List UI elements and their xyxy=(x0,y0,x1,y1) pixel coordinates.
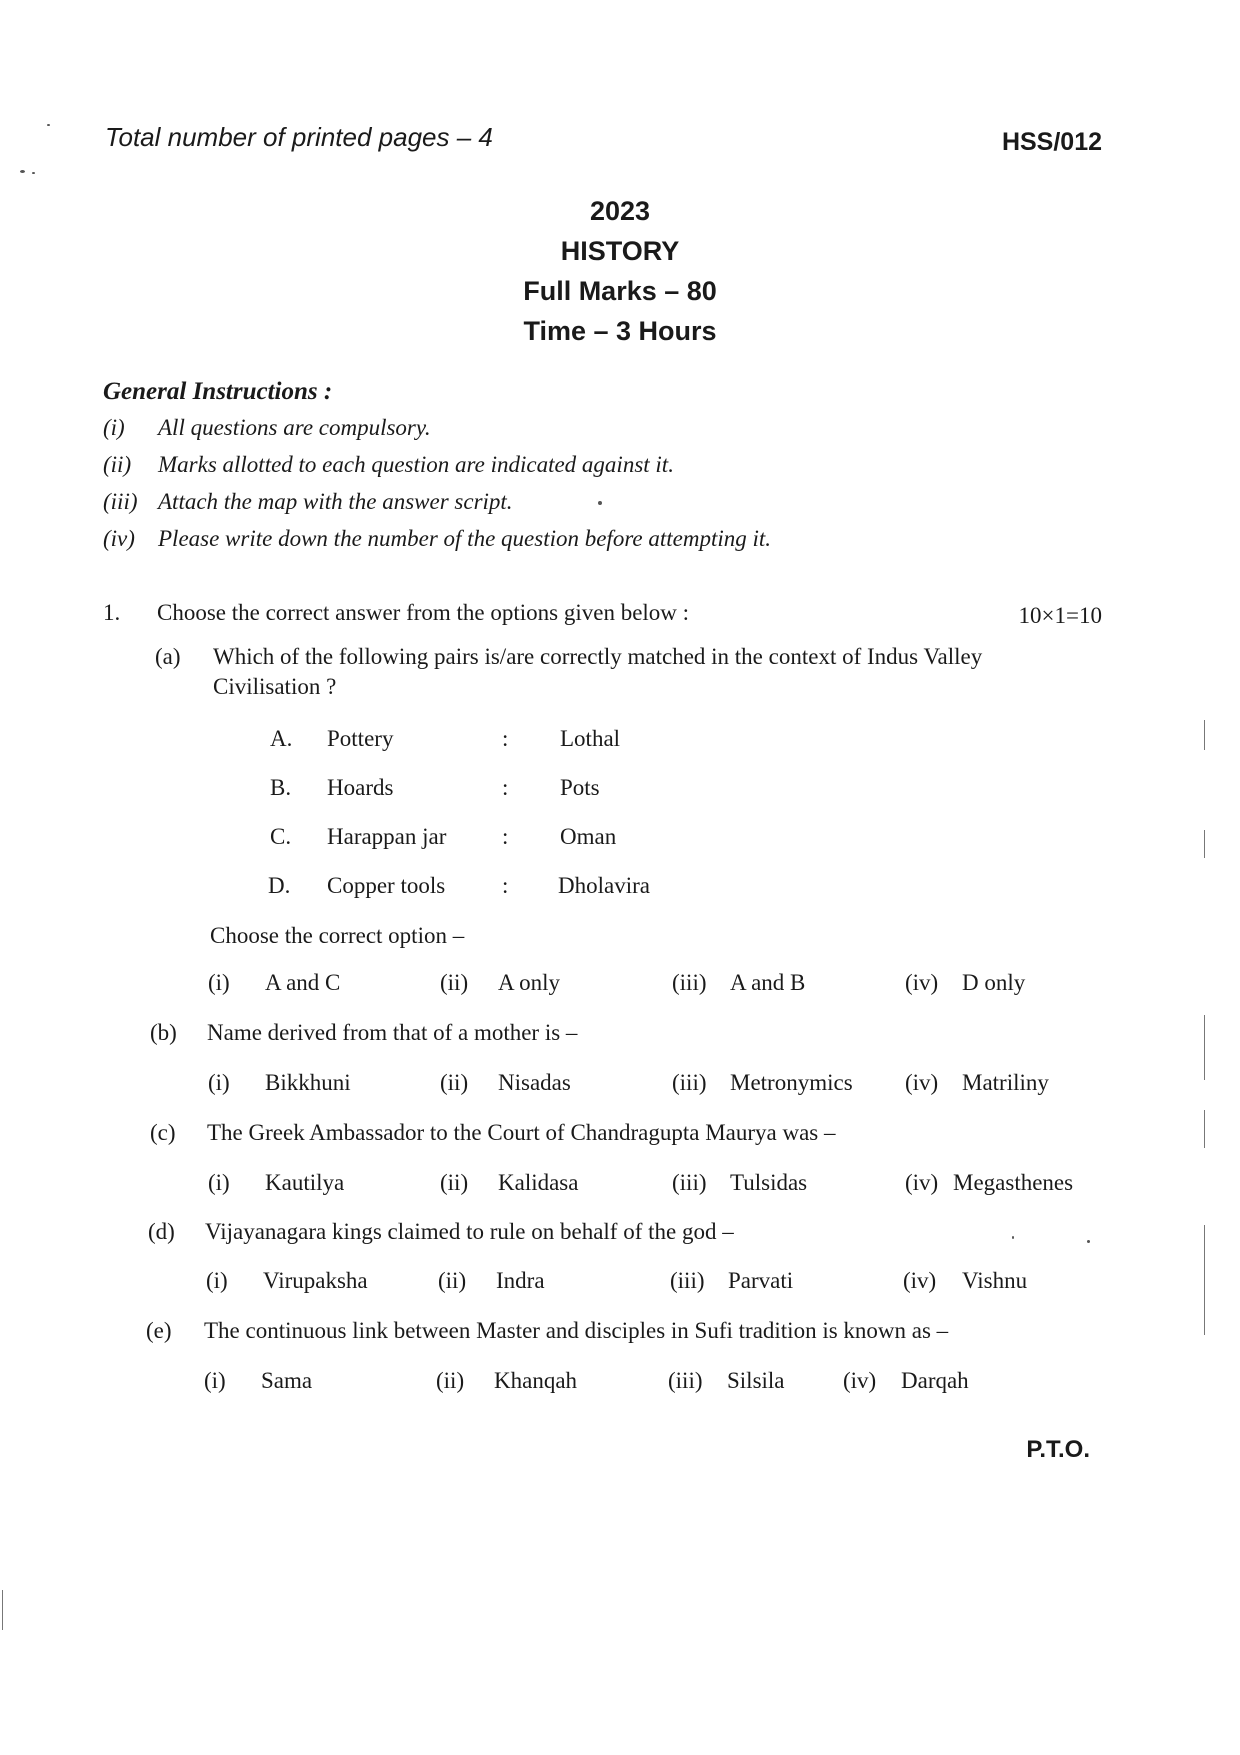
instruction-item xyxy=(103,415,431,441)
pair-right: Oman xyxy=(560,824,617,849)
subquestion-label: (e) xyxy=(146,1318,172,1343)
option-text: Indra xyxy=(496,1268,545,1293)
pair-letter: B. xyxy=(270,775,292,800)
option-number: (ii) xyxy=(440,1070,469,1095)
option-number: (iv) xyxy=(905,1170,939,1195)
option-row xyxy=(0,1268,1240,1298)
pair-left: Harappan jar xyxy=(327,824,447,849)
instruction-item xyxy=(103,526,771,552)
pair-separator: : xyxy=(502,873,509,898)
subquestion-text-line2: Civilisation ? xyxy=(213,674,337,699)
instruction-text: Please write down the number of the question before attempting it. xyxy=(158,526,772,551)
pair-separator: : xyxy=(502,824,509,849)
pair-left: Copper tools xyxy=(327,873,446,898)
match-pair-row xyxy=(0,726,1240,756)
option-number: (i) xyxy=(208,1070,230,1095)
pair-separator: : xyxy=(502,775,509,800)
option-number: (iv) xyxy=(843,1368,877,1393)
instruction-item xyxy=(103,489,513,515)
instruction-number: (iv) xyxy=(103,526,135,551)
instruction-text: Marks allotted to each question are indicated against it. xyxy=(158,452,674,477)
option-number: (iii) xyxy=(672,1170,707,1195)
option-text: Nisadas xyxy=(498,1070,571,1095)
option-text: A only xyxy=(498,970,560,995)
exam-subject: HISTORY xyxy=(560,236,680,266)
pair-left: Pottery xyxy=(327,726,394,751)
question-number: 1. xyxy=(103,600,121,625)
scan-speck xyxy=(20,170,25,173)
instruction-number: (ii) xyxy=(103,452,132,477)
option-text: Khanqah xyxy=(494,1368,578,1393)
scan-edge-line xyxy=(1204,1110,1205,1148)
option-number: (iv) xyxy=(905,970,939,995)
scan-speck xyxy=(32,172,35,174)
subquestion-text-line1: Which of the following pairs is/are correctly matched in the context of Indus Valley xyxy=(213,644,983,669)
option-number: (iii) xyxy=(672,1070,707,1095)
option-number: (ii) xyxy=(440,1170,469,1195)
printed-pages-note: Total number of printed pages – 4 xyxy=(105,122,493,152)
choose-option-prompt: Choose the correct option – xyxy=(210,923,465,948)
pair-letter: A. xyxy=(270,726,293,751)
option-text: Parvati xyxy=(728,1268,794,1293)
option-text: D only xyxy=(962,970,1026,995)
option-number: (i) xyxy=(208,970,230,995)
option-row xyxy=(0,1070,1240,1100)
option-text: A and C xyxy=(265,970,341,995)
option-number: (iv) xyxy=(903,1268,937,1293)
option-text: Kautilya xyxy=(265,1170,345,1195)
page-turn-over: P.T.O. xyxy=(1026,1436,1090,1463)
option-row xyxy=(0,970,1240,1000)
instruction-text: All questions are compulsory. xyxy=(158,415,431,440)
subquestion-label: (a) xyxy=(155,644,181,669)
option-text: Silsila xyxy=(727,1368,785,1393)
option-text: Sama xyxy=(261,1368,313,1393)
full-marks: Full Marks – 80 xyxy=(523,276,717,306)
time-allowed: Time – 3 Hours xyxy=(523,316,717,346)
subquestion-text: The Greek Ambassador to the Court of Chandragupta Maurya was – xyxy=(207,1120,836,1145)
option-row xyxy=(0,1170,1240,1200)
exam-year: 2023 xyxy=(589,196,651,226)
instruction-number: (iii) xyxy=(103,489,138,514)
option-number: (i) xyxy=(208,1170,230,1195)
instructions-heading: General Instructions : xyxy=(103,378,333,405)
scan-speck xyxy=(47,124,50,126)
option-text: A and B xyxy=(730,970,806,995)
instruction-text: Attach the map with the answer script. xyxy=(158,489,513,514)
option-number: (iv) xyxy=(905,1070,939,1095)
pair-separator: : xyxy=(502,726,509,751)
option-number: (ii) xyxy=(438,1268,467,1293)
option-number: (iii) xyxy=(672,970,707,995)
option-text: Metronymics xyxy=(730,1070,853,1095)
subquestion-text: The continuous link between Master and disciples in Sufi tradition is known as – xyxy=(204,1318,949,1343)
match-pair-row xyxy=(0,775,1240,805)
pair-right: Dholavira xyxy=(558,873,650,898)
instruction-item xyxy=(103,452,674,478)
match-pair-row xyxy=(0,873,1240,903)
option-text: Bikkhuni xyxy=(265,1070,351,1095)
question-text: Choose the correct answer from the options given below : xyxy=(157,600,690,625)
pair-right: Lothal xyxy=(560,726,621,751)
option-number: (iii) xyxy=(668,1368,703,1393)
option-text: Matriliny xyxy=(962,1070,1049,1095)
option-text: Vishnu xyxy=(962,1268,1028,1293)
option-number: (iii) xyxy=(670,1268,705,1293)
option-number: (ii) xyxy=(440,970,469,995)
scan-edge-line xyxy=(2,1590,3,1630)
scan-speck xyxy=(598,501,602,505)
subquestion-text: Vijayanagara kings claimed to rule on behalf of the god – xyxy=(205,1219,734,1244)
instruction-number: (i) xyxy=(103,415,125,440)
option-text: Virupaksha xyxy=(263,1268,368,1293)
pair-letter: D. xyxy=(268,873,291,898)
subquestion-label: (c) xyxy=(150,1120,176,1145)
pair-right: Pots xyxy=(560,775,600,800)
option-text: Tulsidas xyxy=(730,1170,808,1195)
subquestion-text: Name derived from that of a mother is – xyxy=(207,1020,578,1045)
option-number: (ii) xyxy=(436,1368,465,1393)
scan-speck xyxy=(1087,1240,1090,1243)
option-row xyxy=(0,1368,1240,1398)
question-marks: 10×1=10 xyxy=(1018,603,1102,628)
option-text: Kalidasa xyxy=(498,1170,579,1195)
pair-letter: C. xyxy=(270,824,292,849)
subquestion-label: (b) xyxy=(150,1020,177,1045)
subquestion-label: (d) xyxy=(148,1219,175,1244)
pair-left: Hoards xyxy=(327,775,394,800)
option-text: Megasthenes xyxy=(953,1170,1074,1195)
scan-speck xyxy=(1012,1236,1014,1239)
option-text: Darqah xyxy=(901,1368,969,1393)
paper-code: HSS/012 xyxy=(1001,128,1102,156)
match-pair-row xyxy=(0,824,1240,854)
option-number: (i) xyxy=(204,1368,226,1393)
option-number: (i) xyxy=(206,1268,228,1293)
